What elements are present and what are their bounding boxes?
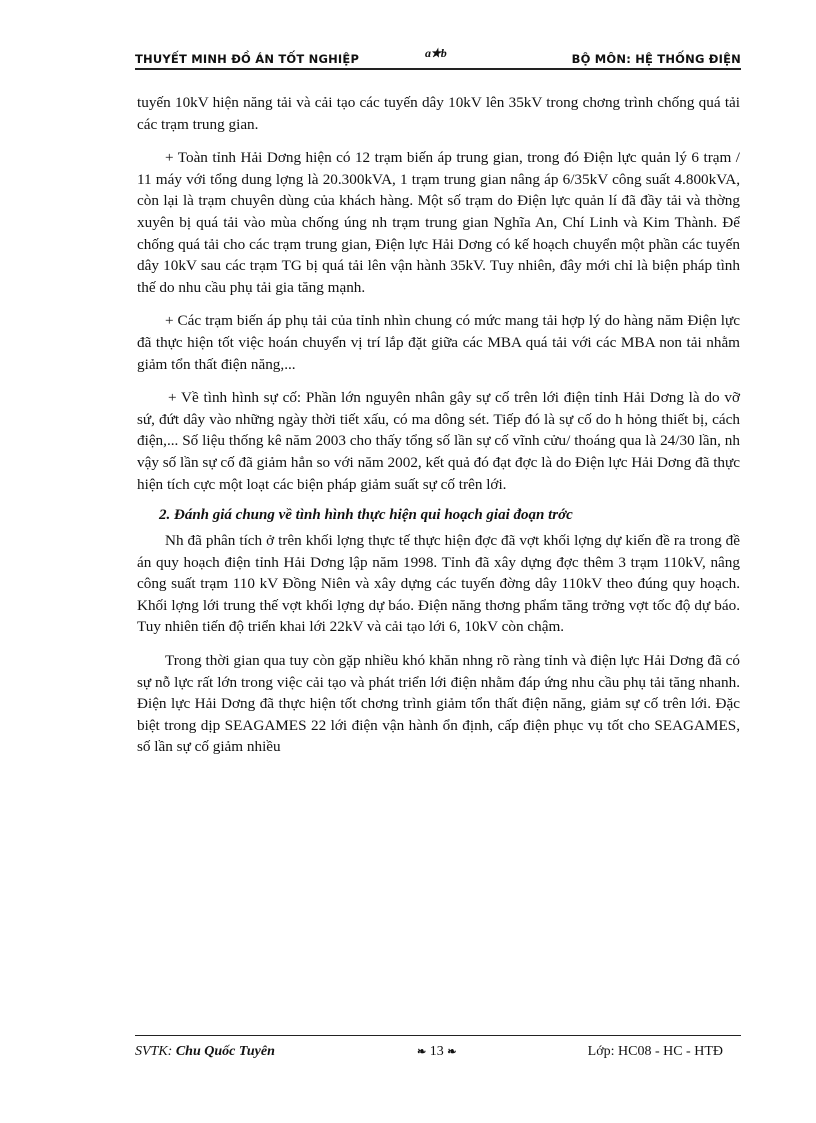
footer-student: [135, 1044, 275, 1060]
footer-page: [417, 1044, 456, 1060]
section-heading: 2. Đánh giá chung về tình hình thực hiện qui hoạch giai đoạn trớc: [159, 507, 573, 524]
page-number: 13: [429, 1044, 444, 1059]
student-name: Chu Quốc Tuyên: [175, 1044, 275, 1059]
page-header: [135, 48, 741, 70]
page-footer: [135, 1035, 741, 1066]
header-department: BỘ MÔN: HỆ THỐNG ĐIỆN: [571, 52, 741, 66]
paragraph-3: + Các trạm biến áp phụ tải của tỉnh nhìn chung có mức mang tải hợp lý do hàng năm Điện lực đã thực hiện tốt việc hoán chuyển vị trí lắp đặt giữa các MBA quá tải với các MBA non tải nhằm giảm tổn thất điện năng,...: [137, 312, 740, 373]
ornament-right-icon: ❧: [447, 1046, 457, 1058]
ornament-left-icon: ❧: [417, 1046, 427, 1058]
paragraph-4: + Về tình hình sự cố: Phần lớn nguyên nhân gây sự cố trên lới điện tỉnh Hải Dơng là do vỡ sứ, đứt dây vào những ngày thời tiết xấu, có ma dông sét. Tiếp đó là sự cố do h hỏng thiết bị, cách điện,... Số liệu thống kê năm 2003 cho thấy tổng số lần sự cố vĩnh cửu/ thoáng qua là 24/30 lần, nh vậy số lần sự cố đã giảm hẳn so với năm 2002, kết quả đó đạt đợc là do Điện lực Hải Dơng đã thực hiện tích cực một loạt các biện pháp giảm suất sự cố trên lới.: [137, 389, 740, 493]
paragraph-1: tuyến 10kV hiện năng tải và cải tạo các tuyến dây 10kV lên 35kV trong chơng trình chống quá tải các trạm trung gian.: [137, 94, 740, 133]
header-title: THUYẾT MINH ĐỒ ÁN TỐT NGHIỆP: [135, 52, 360, 66]
paragraph-6: Trong thời gian qua tuy còn gặp nhiều khó khăn nhng rõ ràng tỉnh và điện lực Hải Dơng đã có sự nỗ lực rất lớn trong việc cải tạo và phát triển lới điện nhằm đáp ứng nhu cầu phụ tải tăng nhanh. Điện lực Hải Dơng đã thực hiện tốt chơng trình giảm tổn thất điện năng, giảm sự cố trên lới. Đặc biệt trong dịp SEAGAMES 22 lới điện vận hành ổn định, cấp điện phục vụ tốt cho SEAGAMES, số lần sự cố giảm nhiều: [137, 652, 740, 756]
paragraph-2: + Toàn tỉnh Hải Dơng hiện có 12 trạm biến áp trung gian, trong đó Điện lực quản lý 6 trạm / 11 máy với tổng dung lợng là 20.300kVA, 1 trạm trung gian nâng áp 6/35kV công suất 4.800kVA, còn lại là trạm chuyên dùng của khách hàng. Một số trạm do Điện lực quản lí đã đầy tải và thờng xuyên bị quá tải vào mùa chống úng nh trạm trung gian Nghĩa An, Chí Linh và Kim Thành. Để chống quá tải cho các trạm trung gian, Điện lực Hải Dơng có kế hoạch chuyển một phần các tuyến dây 10kV sau các trạm TG bị quá tải lên vận hành 35kV. Tuy nhiên, đây mới chỉ là biện pháp tình thế do nhu cầu phụ tải gia tăng mạnh.: [137, 149, 740, 296]
student-label: SVTK:: [135, 1044, 173, 1059]
document-body: [137, 92, 740, 770]
header-ornament: a★b: [425, 46, 447, 60]
footer-class: Lớp: HC08 - HC - HTĐ: [587, 1044, 723, 1059]
paragraph-5: Nh đã phân tích ở trên khối lợng thực tế thực hiện đợc đã vợt khối lợng dự kiến đề ra trong đề án quy hoạch điện tỉnh Hải Dơng lập năm 1998. Tỉnh đã xây dựng đợc thêm 3 trạm 110kV, nâng công suất trạm 110 kV Đồng Niên và xây dựng các tuyến đờng dây 110kV theo đúng quy hoạch. Khối lợng lới trung thế vợt khối lợng dự báo. Điện năng thơng phẩm tăng trởng vợt tốc độ dự báo. Tuy nhiên tiến độ triển khai lới 22kV và cải tạo lới 6, 10kV còn chậm.: [137, 532, 740, 636]
